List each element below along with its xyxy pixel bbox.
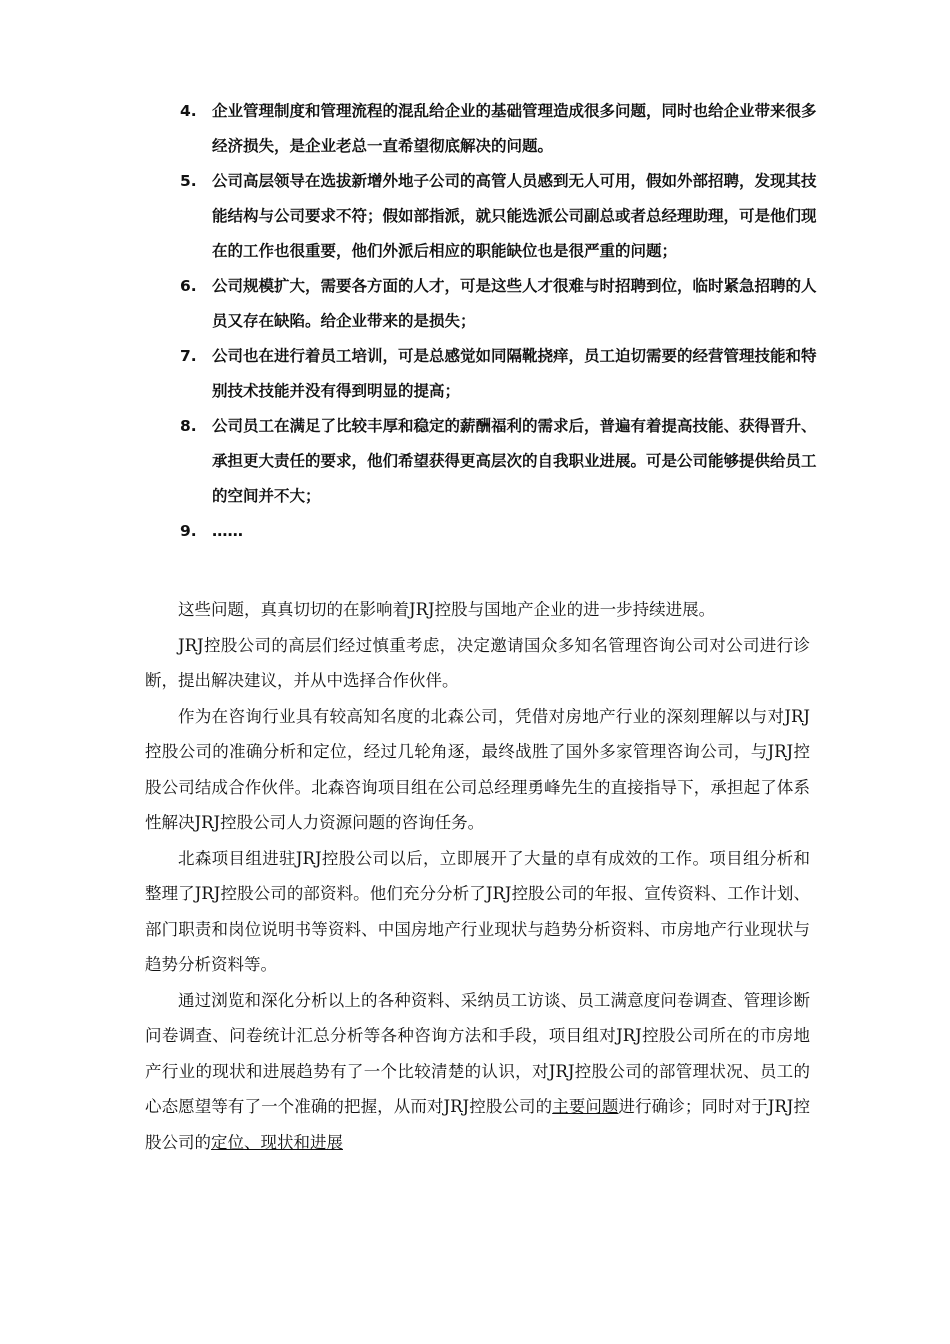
paragraph-invitation: JRJ控股公司的高层们经过慎重考虑，决定邀请国众多知名管理咨询公司对公司进行诊断，提出解决建议，并从中选择合作伙伴。 — [145, 635, 810, 690]
problem-list — [180, 94, 820, 549]
list-text: 企业管理制度和管理流程的混乱给企业的基础管理造成很多问题，同时也给企业带来很多经济损失，是企业老总一直希望彻底解决的问题。 — [212, 102, 817, 155]
list-text: 公司规模扩大，需要各方面的人才，可是这些人才很难与时招聘到位，临时紧急招聘的人员又存在缺陷。给企业带来的是损失； — [212, 277, 817, 330]
paragraph-diagnosis-text-a: 通过浏览和深化分析以上的各种资料、采纳员工访谈、员工满意度问卷调查、管理诊断问卷调查、问卷统计汇总分析等各种咨询方法和手段，项目组对JRJ控股公司所在的市房地产行业的现状和进展趋势有了一个比较清楚的认识，对JRJ控股公司的部管理状况、员工的心态愿望等有了一个准确的把握，从而对JRJ控股公司的 — [145, 990, 810, 1116]
paragraph-partnership: 作为在咨询行业具有较高知名度的北森公司，凭借对房地产行业的深刻理解以与对JRJ控股公司的准确分析和定位，经过几轮角逐，最终战胜了国外多家管理咨询公司，与JRJ控股公司结成合作伙伴。北森咨询项目组在公司总经理勇峰先生的直接指导下，承担起了体系性解决JRJ控股公司人力资源问题的咨询任务。 — [145, 706, 810, 832]
list-item — [180, 514, 820, 549]
list-text: 公司员工在满足了比较丰厚和稳定的薪酬福利的需求后，普遍有着提高技能、获得晋升、承担更大责任的要求，他们希望获得更高层次的自我职业进展。可是公司能够提供给员工的空间并不大； — [212, 417, 817, 505]
underlined-main-problems: 主要问题 — [552, 1097, 619, 1116]
list-item — [180, 164, 820, 269]
paragraph-project-work: 北森项目组进驻JRJ控股公司以后，立即展开了大量的卓有成效的工作。项目组分析和整理了JRJ控股公司的部资料。他们充分分析了JRJ控股公司的年报、宣传资料、工作计划、部门职责和岗位说明书等资料、中国房地产行业现状与趋势分析资料、市房地产行业现状与趋势分析资料等。 — [145, 848, 810, 974]
list-item — [180, 94, 820, 164]
list-number: 8. — [180, 417, 197, 435]
list-text: …… — [212, 522, 243, 540]
list-number: 5. — [180, 172, 197, 190]
list-text: 公司高层领导在选拔新增外地子公司的高管人员感到无人可用，假如外部招聘，发现其技能结构与公司要求不符；假如部指派，就只能选派公司副总或者总经理助理，可是他们现在的工作也很重要，他们外派后相应的职能缺位也是很严重的问题； — [212, 172, 817, 260]
list-number: 7. — [180, 347, 197, 365]
list-number: 6. — [180, 277, 197, 295]
paragraph-summary: 这些问题，真真切切的在影响着JRJ控股与国地产企业的进一步持续进展。 — [178, 600, 716, 619]
list-item — [180, 339, 820, 409]
list-item — [180, 269, 820, 339]
list-text: 公司也在进行着员工培训，可是总感觉如同隔靴挠痒，员工迫切需要的经营管理技能和特别技术技能并没有得到明显的提高； — [212, 347, 817, 400]
list-number: 4. — [180, 102, 197, 120]
list-item — [180, 409, 820, 514]
list-number: 9. — [180, 522, 197, 540]
underlined-position-status: 定位、现状和进展 — [211, 1132, 343, 1152]
body-text — [145, 592, 810, 1160]
paragraph-diagnosis-text-b: 进行确诊；同时对于JRJ控股公司的 — [145, 1097, 811, 1152]
paragraph-diagnosis — [145, 983, 810, 1161]
